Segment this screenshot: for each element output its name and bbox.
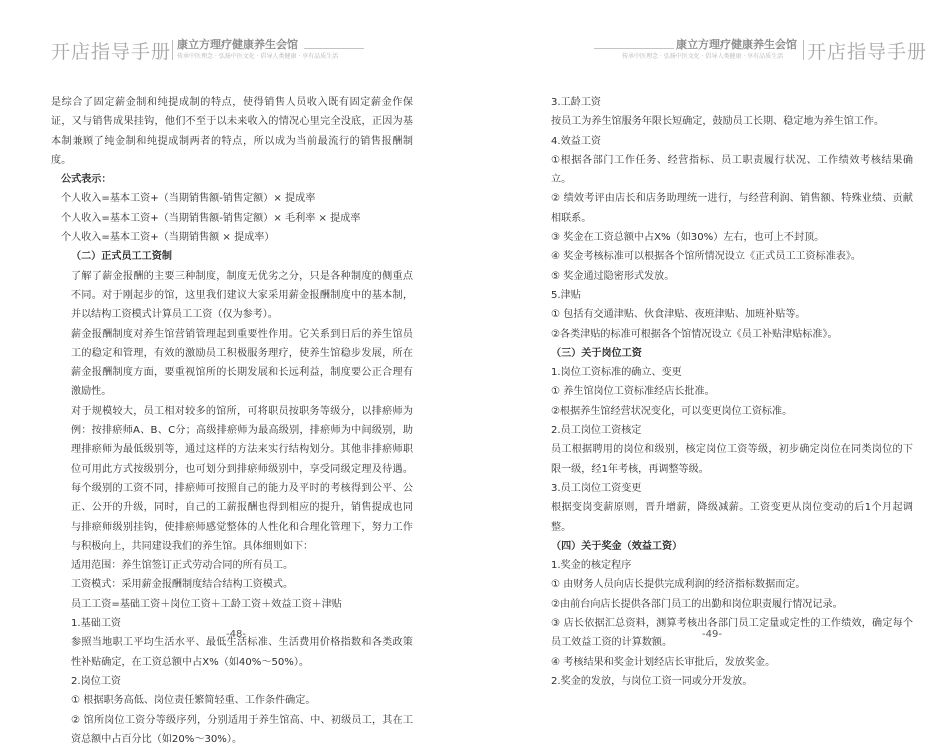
header-rule <box>594 48 674 49</box>
paragraph: 根据变岗变薪原则，晋升增薪，降级减薪。工资变更从岗位变动的后1个月起调整。 <box>551 498 913 537</box>
left-header <box>0 34 476 68</box>
left-body-text <box>51 93 413 749</box>
list-item: ② 绩效考评由店长和店务助理统一进行，与经营利润、销售额、特殊业绩、贡献相联系。 <box>551 189 913 228</box>
list-item: ④ 考核结果和奖金计划经店长审批后，发放奖金。 <box>551 653 913 672</box>
list-item: ②根据养生馆经营状况变化，可以变更岗位工资标准。 <box>551 402 913 421</box>
paragraph: 按员工为养生馆服务年限长短确定，鼓励员工长期、稳定地为养生馆工作。 <box>551 112 913 131</box>
right-header <box>476 34 952 68</box>
sub-heading: 3.员工岗位工资变更 <box>551 479 913 498</box>
paragraph: 是综合了固定薪金制和纯提成制的特点，使得销售人员收入既有固定薪金作保证，又与销售成果挂钩，他们不至于以未来收入的情况心里完全没底，正因为基本制兼顾了纯金制和纯提成制两者的特点，所以成为当前最流行的销售报酬制度。 <box>51 93 413 170</box>
section-heading: （二）正式员工工资制 <box>51 247 413 266</box>
list-item: ③ 奖金在工资总额中占X%（如30%）左右，也可上不封顶。 <box>551 228 913 247</box>
brand-name: 康立方理疗健康养生会馆 <box>676 36 797 52</box>
brand-slogan: 传承中医理念 · 弘扬中医文化 · 倡导人类健康 · 享有品质生活 <box>622 51 783 60</box>
paragraph: 了解了薪金报酬的主要三种制度，制度无优劣之分，只是各种制度的侧重点不同。对于刚起步的馆，这里我们建议大家采用薪金报酬制度中的基本制，并以结构工资模式计算员工工资（仅为参考）。 <box>51 267 413 325</box>
page-number: -49- <box>702 629 722 640</box>
list-item: ②由前台向店长提供各部门员工的出勤和岗位职责履行情况记录。 <box>551 595 913 614</box>
list-item: ⑤ 奖金通过隐密形式发放。 <box>551 267 913 286</box>
list-item: ① 养生馆岗位工资标准经店长批准。 <box>551 382 913 401</box>
formula-line: 个人收入=基本工资+（当期销售额-销售定额）× 提成率 <box>51 189 413 208</box>
formula-line: 个人收入=基本工资+（当期销售额 × 提成率） <box>51 228 413 247</box>
sub-heading: 1.基础工资 <box>51 614 413 633</box>
paragraph: 适用范围：养生馆签订正式劳动合同的所有员工。 <box>51 556 413 575</box>
sub-heading: 5.津贴 <box>551 286 913 305</box>
brand-slogan: 传承中医理念 · 弘扬中医文化 · 倡导人类健康 · 享有品质生活 <box>177 51 338 60</box>
list-item: ① 由财务人员向店长提供完成利润的经济指标数据而定。 <box>551 575 913 594</box>
list-item: ① 根据职务高低、岗位责任繁简轻重、工作条件确定。 <box>51 691 413 710</box>
manual-title: 开店指导手册 <box>807 37 927 64</box>
sub-heading: 3.工龄工资 <box>551 93 913 112</box>
list-item: ②各类津贴的标准可根据各个馆情况设立《员工补贴津贴标准》。 <box>551 325 913 344</box>
sub-heading: 2.奖金的发放，与岗位工资一同或分开发放。 <box>551 672 913 691</box>
section-heading: （三）关于岗位工资 <box>551 344 913 363</box>
paragraph: 对于规模较大，员工相对较多的馆所，可将职员按职务等级分，以排瘀师为例：按排瘀师A、B、C分；高级排瘀师为最高级别，排瘀师为中间级别，助理排瘀师为最低级别等，通过这样的方法来实行结构划分。其他非排瘀师职位可用此方式按级别分，也可划分到排瘀师级别中，享受同级定理及待遇。每个级别的工资不同，排瘀师可按照自己的能力及平时的考核得到公平、公正、公开的升级，同时，自己的工薪报酬也得到相应的提升，销售提成也同与排瘀师级别挂钩，使排瘀师感觉整体的人性化和合理化管理下，努力工作与积极向上，共同建设我们的养生馆。具体细则如下： <box>51 402 413 556</box>
sub-heading: 2.岗位工资 <box>51 672 413 691</box>
brand-name: 康立方理疗健康养生会馆 <box>177 36 298 52</box>
list-item: ④ 奖金考核标准可以根据各个馆所情况设立《正式员工工资标准表》。 <box>551 247 913 266</box>
paragraph: 员工根据聘用的岗位和级别，核定岗位工资等级，初步确定岗位在同类岗位的下限一级，经1年考核，再调整等级。 <box>551 440 913 479</box>
header-rule <box>304 48 364 49</box>
list-item: ② 馆所岗位工资分等级序列，分别适用于养生馆高、中、初级员工，其在工资总额中占百分比（如20%～30%）。 <box>51 711 413 749</box>
header-divider <box>172 40 173 60</box>
page-number: -48- <box>226 629 246 640</box>
manual-title: 开店指导手册 <box>51 37 171 64</box>
list-item: ① 包括有交通津贴、伙食津贴、夜班津贴、加班补贴等。 <box>551 305 913 324</box>
paragraph: 工资模式：采用薪金报酬制度结合结构工资模式。 <box>51 575 413 594</box>
paragraph: 薪金报酬制度对养生馆营销管理起到重要性作用。它关系到日后的养生馆员工的稳定和管理，有效的激励员工积极服务理疗，使养生馆稳步发展，所在薪金报酬制度方面，要重视馆所的长期发展和长远利益，制度要公正合理有激励性。 <box>51 325 413 402</box>
left-page <box>0 0 476 669</box>
paragraph: 参照当地职工平均生活水平、最低生活标准、生活费用价格指数和各类政策性补贴确定，在工资总额中占X%（如40%～50%）。 <box>51 633 413 672</box>
sub-heading: 4.效益工资 <box>551 132 913 151</box>
right-page <box>476 0 952 669</box>
list-item: ③ 店长依据汇总资料，测算考核出各部门员工定量或定性的工作绩效，确定每个员工效益工资的计算数额。 <box>551 614 913 653</box>
header-divider <box>803 40 804 60</box>
sub-heading: 2.员工岗位工资核定 <box>551 421 913 440</box>
paragraph-heading: 公式表示： <box>51 170 413 189</box>
section-heading: （四）关于奖金（效益工资） <box>551 537 913 556</box>
sub-heading: 1.奖金的核定程序 <box>551 556 913 575</box>
formula-line: 个人收入=基本工资+（当期销售额-销售定额）× 毛利率 × 提成率 <box>51 209 413 228</box>
sub-heading: 1.岗位工资标准的确立、变更 <box>551 363 913 382</box>
list-item: ①根据各部门工作任务、经营指标、员工职责履行状况、工作绩效考核结果确立。 <box>551 151 913 190</box>
paragraph: 员工工资=基础工资＋岗位工资＋工龄工资＋效益工资＋津贴 <box>51 595 413 614</box>
right-body-text <box>551 93 913 691</box>
